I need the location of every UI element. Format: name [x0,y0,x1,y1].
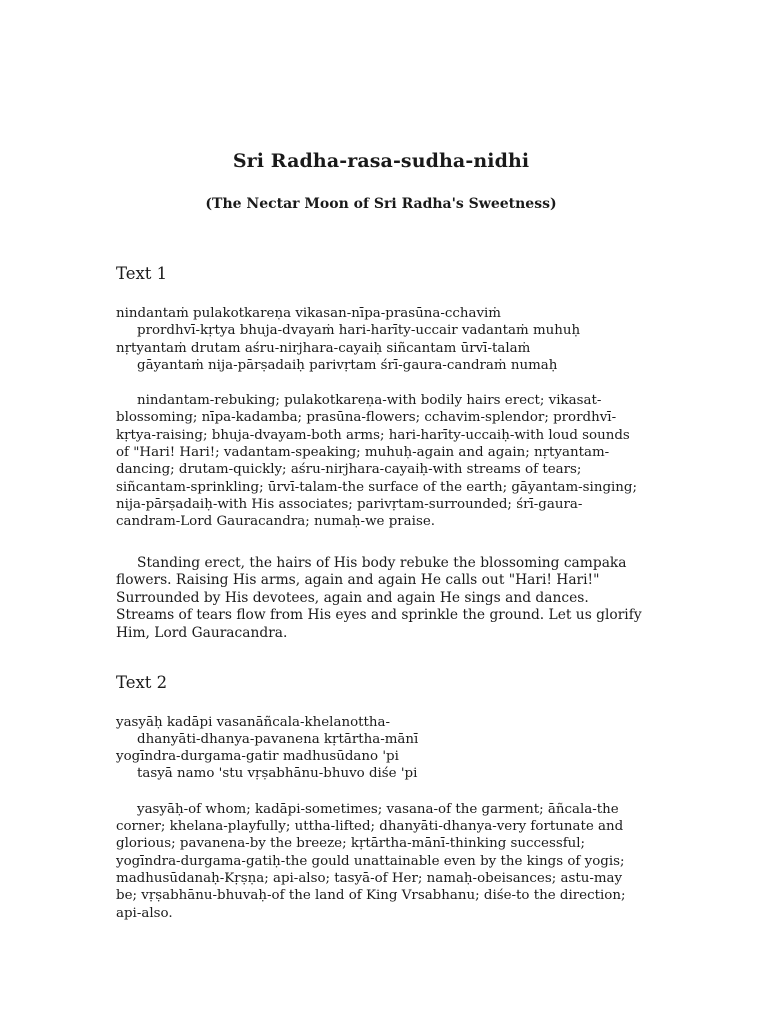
verse-line: nṛtyantaṁ drutam aśru-nirjhara-cayaiḥ siñcantam ūrvī-talaṁ [116,340,531,356]
text-1-section [116,264,646,643]
verse-line: gāyantaṁ nija-pārṣadaiḥ parivṛtam śrī-gaura-candraṁ numaḥ [137,357,558,373]
document-subtitle: (The Nectar Moon of Sri Radha's Sweetness) [205,196,557,212]
text-1-verse [116,305,646,374]
text-1-heading: Text 1 [116,264,168,283]
text-2-heading: Text 2 [116,672,168,692]
text-2-section [116,673,646,922]
text-2-verse [116,714,646,783]
text-1-synonyms: nindantam-rebuking; pulakotkareṇa-with bodily hairs erect; vikasat-blossoming; nīpa-kadamba; prasūna-flowers; cchavim-splendor; prordhvī-kṛtya-raising; bhuja-dvayam-both arms; hari-harīty-uccaiḥ-with loud sounds of "Hari! Hari!; vadantam-speaking; muhuḥ-again and again; nṛtyantam-dancing; drutam-quickly; aśru-nirjhara-cayaiḥ-with streams of tears; siñcantam-sprinkling; ūrvī-talam-the surface of the earth; gāyantam-singing; nija-pārṣadaiḥ-with His associates; parivṛtam-surrounded; śrī-gaura-candram-Lord Gauracandra; numaḥ-we praise. [116,393,638,530]
text-2-synonyms: yasyāḥ-of whom; kadāpi-sometimes; vasana-of the garment; āñcala-the corner; khelana-playfully; uttha-lifted; dhanyāti-dhanya-very fortunate and glorious; pavanena-by the breeze; kṛtārtha-mānī-thinking successful; yogīndra-durgama-gatiḥ-the gould unattainable even by the kings of yogis; madhusūdanaḥ-Kṛṣṇa; api-also; tasyā-of Her; namaḥ-obeisances; astu-may be; vṛṣabhānu-bhuvaḥ-of the land of King Vrsabhanu; diśe-to the direction; api-also. [116,801,626,921]
text-1-translation: Standing erect, the hairs of His body rebuke the blossoming campaka flowers. Raising His arms, again and again He calls out "Hari! Hari!" Surrounded by His devotees, again and again He sings and dances. Streams of tears flow from His eyes and sprinkle the ground. Let us glorify Him, Lord Gauracandra. [116,554,642,641]
verse-line: yasyāḥ kadāpi vasanāñcala-khelanottha- [116,714,391,730]
verse-line: tasyā namo 'stu vṛṣabhānu-bhuvo diśe 'pi [137,766,418,782]
verse-line: prordhvī-kṛtya bhuja-dvayaṁ hari-harīty-uccair vadantaṁ muhuḥ [137,323,581,339]
verse-line: yogīndra-durgama-gatir madhusūdano 'pi [116,749,399,765]
document-title: Sri Radha-rasa-sudha-nidhi [232,150,530,172]
verse-line: nindantaṁ pulakotkareṇa vikasan-nīpa-prasūna-cchaviṁ [116,306,502,321]
document-page [116,150,646,922]
verse-line: dhanyāti-dhanya-pavanena kṛtārtha-mānī [137,731,419,747]
